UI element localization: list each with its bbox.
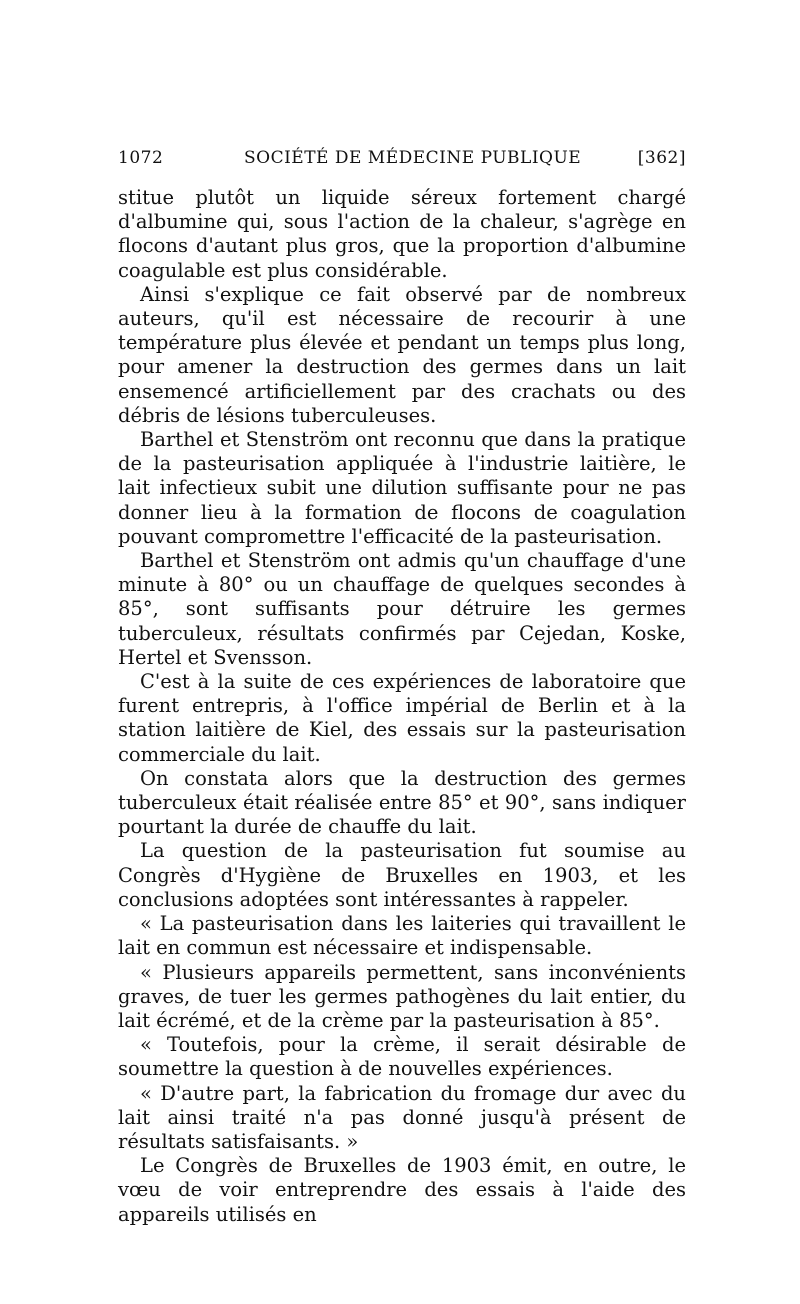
paragraph: On constata alors que la destruction des germes tuberculeux était réalisée entre 85° et 90°, sans indiquer pourtant la durée de chauffe du lait. <box>118 766 686 839</box>
paragraph: « Toutefois, pour la crème, il serait désirable de soumettre la question à de nouvelles expériences. <box>118 1033 686 1081</box>
paragraph: « Plusieurs appareils permettent, sans inconvénients graves, de tuer les germes pathogènes du lait entier, du lait écrémé, et de la crème par la pasteurisation à 85°. <box>118 960 686 1032</box>
running-title: SOCIÉTÉ DE MÉDECINE PUBLIQUE <box>244 148 582 168</box>
paragraph: Ainsi s'explique ce fait observé par de nombreux auteurs, qu'il est nécessaire de recourir à une température plus élevée et pendant un temps plus long, pour amener la destruction des germes dans un lait ensemencé artificiellement par des crachats ou des débris de lésions tuberculeuses. <box>118 282 686 427</box>
paragraph: Le Congrès de Bruxelles de 1903 émit, en outre, le vœu de voir entreprendre des essais à l'aide des appareils utilisés en <box>118 1154 686 1226</box>
paragraph: « La pasteurisation dans les laiteries qui travaillent le lait en commun est nécessaire et indispensable. <box>118 912 686 960</box>
paragraph: Barthel et Stenström ont admis qu'un chauffage d'une minute à 80° ou un chauffage de quelques secondes à 85°, sont suffisants pour détruire les germes tuberculeux, résultats confirmés par Cejedan, Koske, Hertel et Svensson. <box>118 549 686 669</box>
paragraph: stitue plutôt un liquide séreux fortement chargé d'albumine qui, sous l'action de la chaleur, s'agrège en flocons d'autant plus gros, que la proportion d'albumine coagulable est plus considérable. <box>118 186 686 282</box>
paragraph: C'est à la suite de ces expériences de laboratoire que furent entrepris, à l'office impérial de Berlin et à la station laitière de Kiel, des essais sur la pasteurisation commerciale du lait. <box>118 670 686 766</box>
paragraph: « D'autre part, la fabrication du fromage dur avec du lait ainsi traité n'a pas donné jusqu'à présent de résultats satisfaisants. » <box>118 1081 686 1153</box>
bracket-page-number: [362] <box>637 148 686 168</box>
page-header <box>118 148 686 172</box>
page-number: 1072 <box>118 148 164 168</box>
paragraph: La question de la pasteurisation fut soumise au Congrès d'Hygiène de Bruxelles en 1903, et les conclusions adoptées sont intéressantes à rappeler. <box>118 839 686 911</box>
paragraph: Barthel et Stenström ont reconnu que dans la pratique de la pasteurisation appliquée à l'industrie laitière, le lait infectieux subit une dilution suffisante pour ne pas donner lieu à la formation de flocons de coagulation pouvant compromettre l'efficacité de la pasteurisation. <box>118 428 686 548</box>
body-text <box>118 186 686 1227</box>
